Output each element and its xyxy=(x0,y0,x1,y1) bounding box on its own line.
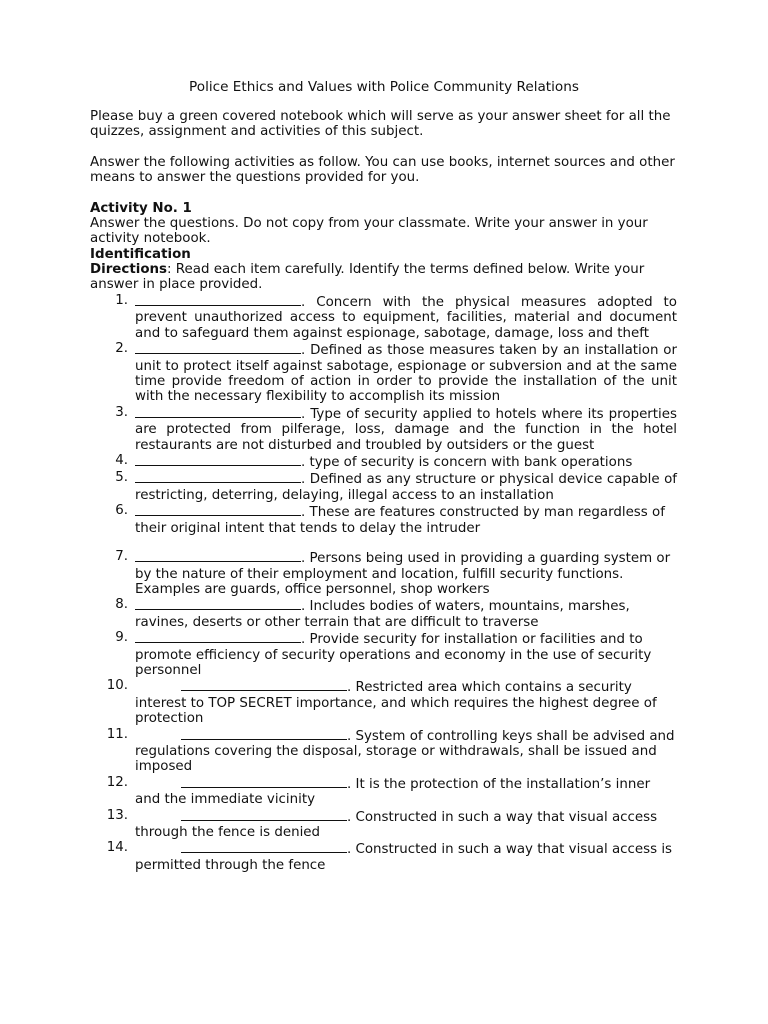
answer-blank[interactable] xyxy=(135,630,301,643)
item-text: . Restricted area which contains a security interest to TOP SECRET importance, and which requires the highest degree of protection xyxy=(135,680,657,727)
item-number: 7. xyxy=(115,549,128,565)
directions-text: : Read each item carefully. Identify the terms defined below. Write your answer in place provided. xyxy=(90,262,645,293)
item-number: 3. xyxy=(115,404,128,420)
answer-blank[interactable] xyxy=(135,549,301,562)
item-number: 11. xyxy=(106,726,128,742)
answer-blank[interactable] xyxy=(181,840,347,853)
answer-blank[interactable] xyxy=(135,341,301,354)
item-number: 6. xyxy=(115,503,128,519)
item-text: . Defined as any structure or physical device capable of restricting, deterring, delaying, illegal access to an installation xyxy=(135,472,677,503)
item-number: 9. xyxy=(115,630,128,646)
list-item xyxy=(0,453,768,470)
item-text: . Defined as those measures taken by an installation or unit to protect itself against sabotage, espionage or subversion and at the same time provide freedom of action in order to provide the installation of the unit with the necessary flexibility to accomplish its mission xyxy=(135,343,677,405)
section-heading: Identification xyxy=(90,247,191,262)
item-text: . Constructed in such a way that visual access is permitted through the fence xyxy=(135,842,673,873)
list-item xyxy=(0,840,768,873)
answer-blank[interactable] xyxy=(135,293,301,306)
item-number: 12. xyxy=(106,774,128,790)
answer-blank[interactable] xyxy=(181,727,347,740)
answer-blank[interactable] xyxy=(181,808,347,821)
list-item xyxy=(0,678,768,726)
item-text: . System of controlling keys shall be advised and regulations covering the disposal, storage or withdrawals, shall be issued and imposed xyxy=(135,728,675,775)
item-text: . These are features constructed by man regardless of their original intent that tends to delay the intruder xyxy=(135,505,665,536)
item-number: 4. xyxy=(115,453,128,469)
list-item xyxy=(0,775,768,808)
item-text: . Concern with the physical measures adopted to prevent unauthorized access to equipment, facilities, material and document and to safeguard them against espionage, sabotage, damage, loss and theft xyxy=(135,295,677,341)
item-text: . Constructed in such a way that visual access through the fence is denied xyxy=(135,809,658,840)
item-text: . type of security is concern with bank operations xyxy=(301,455,633,471)
list-item xyxy=(0,808,768,841)
item-text: . Persons being used in providing a guarding system or by the nature of their employment and location, fulfill security functions. Examples are guards, office personnel, shop workers xyxy=(135,551,671,597)
list-item xyxy=(0,549,768,597)
item-number: 10. xyxy=(106,678,128,694)
directions-label: Directions xyxy=(90,262,168,277)
list-item xyxy=(0,470,768,503)
list-item xyxy=(0,503,768,536)
answer-blank[interactable] xyxy=(135,405,301,418)
list-item xyxy=(0,293,768,341)
answer-blank[interactable] xyxy=(135,503,301,516)
item-number: 13. xyxy=(106,807,128,823)
list-item xyxy=(0,630,768,678)
question-list xyxy=(0,293,768,873)
item-number: 5. xyxy=(115,470,128,486)
item-text: . Includes bodies of waters, mountains, marshes, ravines, deserts or other terrain that are difficult to traverse xyxy=(135,599,630,630)
list-item xyxy=(0,405,768,453)
answer-blank[interactable] xyxy=(135,597,301,610)
answer-blank[interactable] xyxy=(135,470,301,483)
item-number: 2. xyxy=(115,341,128,357)
intro-paragraph-1: Please buy a green covered notebook which will serve as your answer sheet for all the quizzes, assignment and activities of this subject. xyxy=(90,109,671,140)
document-title: Police Ethics and Values with Police Community Relations xyxy=(189,79,579,95)
list-item xyxy=(0,727,768,775)
list-item xyxy=(0,597,768,630)
item-number: 1. xyxy=(115,293,128,308)
item-text: . Provide security for installation or facilities and to promote efficiency of security operations and economy in the use of security personnel xyxy=(135,632,652,678)
activity-heading: Activity No. 1 xyxy=(90,201,192,216)
answer-blank[interactable] xyxy=(135,453,301,466)
item-text: . Type of security applied to hotels where its properties are protected from pilferage, loss, damage and the function in the hotel restaurants are not disturbed and troubled by outsiders or the guest xyxy=(135,406,677,453)
answer-blank[interactable] xyxy=(181,678,347,691)
intro-paragraph-2: Answer the following activities as follow. You can use books, internet sources and other means to answer the questions provided for you. xyxy=(90,155,675,186)
activity-instructions: Answer the questions. Do not copy from your classmate. Write your answer in your activity notebook. xyxy=(90,216,648,247)
item-text: . It is the protection of the installation’s inner and the immediate vicinity xyxy=(135,776,651,808)
item-number: 14. xyxy=(106,840,128,856)
item-number: 8. xyxy=(115,597,128,613)
directions xyxy=(90,262,678,293)
answer-blank[interactable] xyxy=(181,775,347,788)
list-item xyxy=(0,341,768,405)
